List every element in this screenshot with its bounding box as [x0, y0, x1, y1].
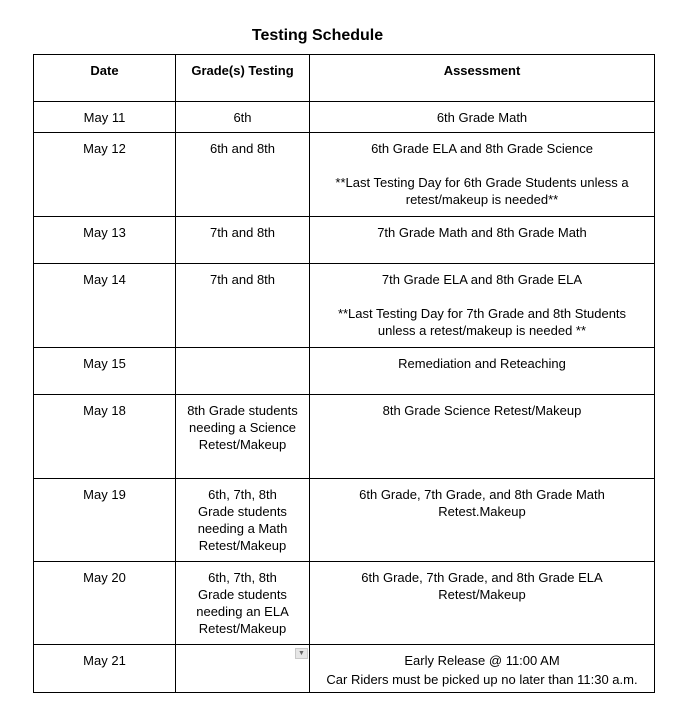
assessment-note: Car Riders must be picked up no later than 11:30 a.m.: [326, 672, 638, 687]
table-row: [34, 217, 655, 264]
table-row: [34, 479, 655, 562]
assessment-text: 7th Grade ELA and 8th Grade ELA: [381, 272, 583, 287]
table-row: [34, 348, 655, 395]
assessment-text: 6th Grade ELA and 8th Grade Science: [371, 141, 593, 156]
assessment-cell: [310, 562, 655, 645]
assessment-cell: [310, 645, 655, 693]
table-row: [34, 645, 655, 693]
page-title: Testing Schedule: [251, 27, 384, 44]
header-date: Date: [34, 55, 176, 102]
date-cell: May 21: [34, 645, 176, 693]
date-cell: May 14: [34, 264, 176, 348]
date-cell: May 11: [34, 102, 176, 133]
header-grades: Grade(s) Testing: [176, 55, 310, 102]
assessment-cell: [310, 395, 655, 479]
assessment-cell: [310, 348, 655, 395]
date-cell: May 18: [34, 395, 176, 479]
grades-cell: [176, 645, 310, 693]
assessment-text: Remediation and Reteaching: [398, 356, 566, 371]
dropdown-arrow-icon[interactable]: ▼: [295, 648, 308, 659]
table-row: [34, 395, 655, 479]
assessment-cell: [310, 102, 655, 133]
date-cell: May 15: [34, 348, 176, 395]
grades-cell: 6th and 8th: [176, 133, 310, 217]
assessment-cell: [310, 479, 655, 562]
assessment-text: 7th Grade Math and 8th Grade Math: [377, 225, 587, 240]
assessment-cell: [310, 133, 655, 217]
table-row: [34, 102, 655, 133]
date-cell: May 12: [34, 133, 176, 217]
assessment-note: **Last Testing Day for 6th Grade Students unless a retest/makeup is needed**: [335, 175, 629, 207]
grades-cell: 6th: [176, 102, 310, 133]
assessment-cell: [310, 264, 655, 348]
date-cell: May 13: [34, 217, 176, 264]
testing-schedule-table: [33, 54, 655, 693]
table-row: [34, 562, 655, 645]
grades-cell: 6th, 7th, 8th Grade students needing an ELA Retest/Makeup: [176, 562, 310, 645]
grades-cell: [176, 348, 310, 395]
assessment-text: 6th Grade, 7th Grade, and 8th Grade ELA Retest/Makeup: [361, 570, 603, 602]
assessment-text: Early Release @ 11:00 AM: [404, 653, 560, 668]
assessment-cell: [310, 217, 655, 264]
assessment-note: **Last Testing Day for 7th Grade and 8th Students unless a retest/makeup is needed **: [337, 306, 627, 338]
assessment-text: 6th Grade, 7th Grade, and 8th Grade Math Retest.Makeup: [359, 487, 605, 519]
table-row: [34, 133, 655, 217]
grades-cell: 6th, 7th, 8th Grade students needing a Math Retest/Makeup: [176, 479, 310, 562]
header-assessment: Assessment: [310, 55, 655, 102]
date-cell: May 20: [34, 562, 176, 645]
assessment-text: 6th Grade Math: [436, 110, 528, 125]
grades-cell: 8th Grade students needing a Science Retest/Makeup: [176, 395, 310, 479]
date-cell: May 19: [34, 479, 176, 562]
table-row: [34, 264, 655, 348]
assessment-text: 8th Grade Science Retest/Makeup: [382, 403, 582, 418]
grades-cell: 7th and 8th: [176, 264, 310, 348]
grades-cell: 7th and 8th: [176, 217, 310, 264]
table-header-row: [34, 55, 655, 102]
